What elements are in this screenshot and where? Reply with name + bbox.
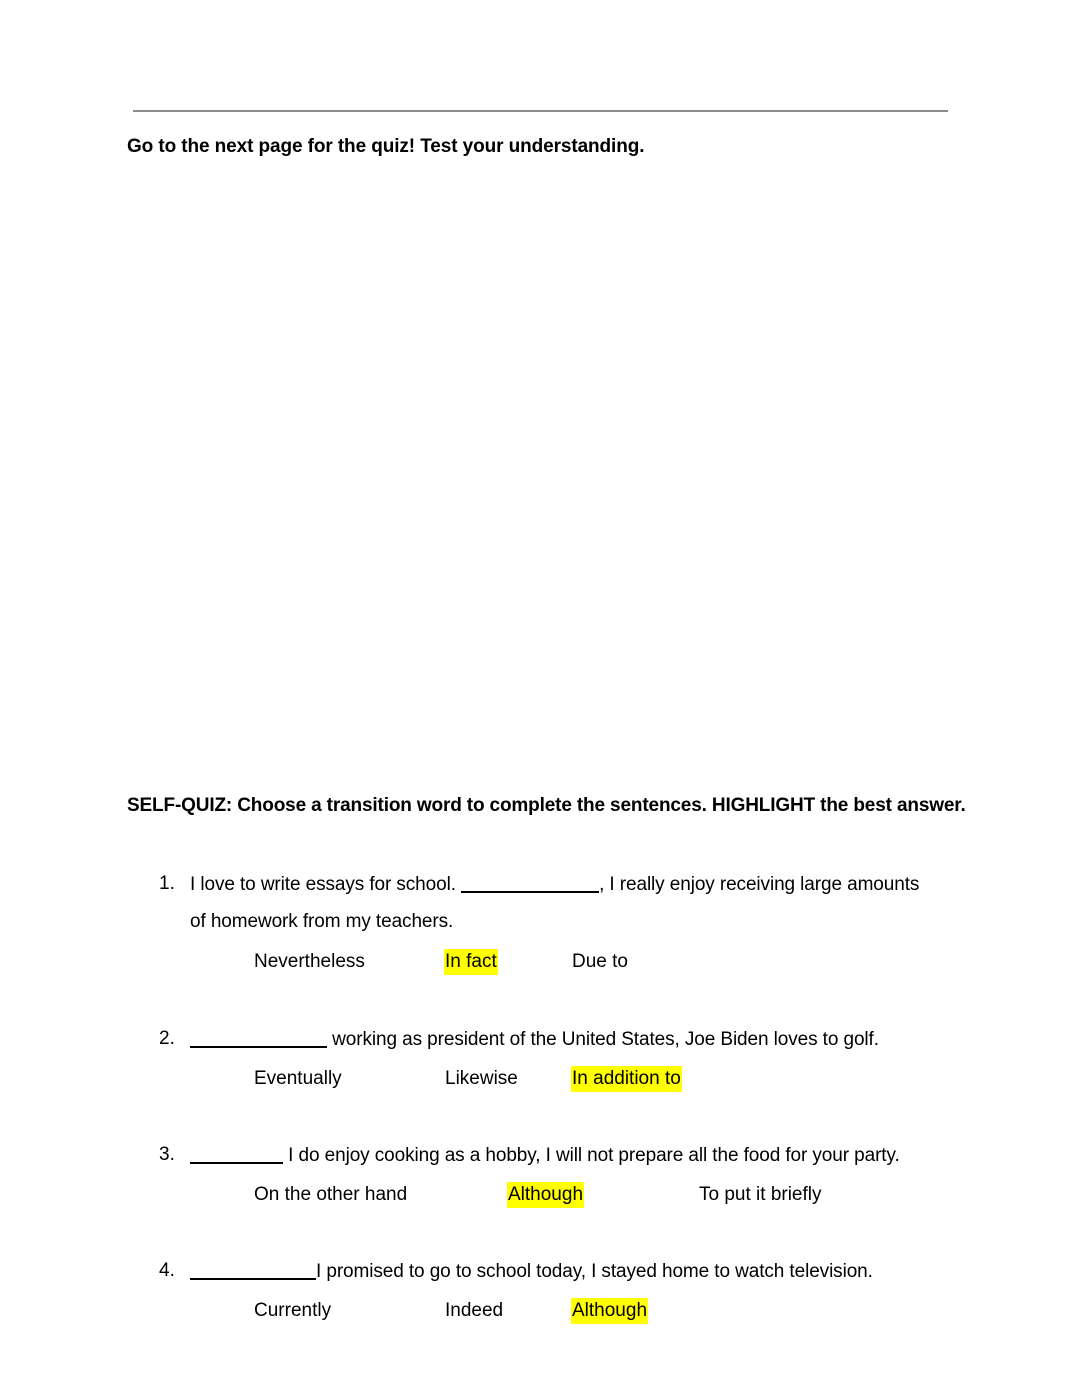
question-text-after: I promised to go to school today, I stayed home to watch television. [316,1261,873,1282]
question-number: 2. [159,1028,175,1049]
answer-blank[interactable] [190,1260,316,1280]
next-page-instruction: Go to the next page for the quiz! Test your understanding. [127,136,645,157]
answer-option-highlighted[interactable]: Although [571,1298,648,1324]
answer-option[interactable]: Indeed [445,1300,504,1321]
answer-option[interactable]: To put it briefly [699,1184,822,1205]
answer-blank[interactable] [190,1028,327,1048]
question-text-after: I do enjoy cooking as a hobby, I will not prepare all the food for your party. [283,1145,900,1166]
answer-option-highlighted[interactable]: In addition to [571,1066,682,1092]
question-text-after: working as president of the United States, Joe Biden loves to golf. [327,1029,879,1050]
answer-blank[interactable] [190,1144,283,1164]
question-text [190,1028,879,1051]
question-text [190,1144,900,1167]
answer-option[interactable]: Likewise [445,1068,518,1089]
answer-option[interactable]: Due to [572,951,628,972]
question-text-after: , I really enjoy receiving large amounts [599,874,920,895]
question-number: 1. [159,873,175,894]
question-number: 3. [159,1144,175,1165]
answer-option-highlighted[interactable]: Although [507,1182,584,1208]
quiz-heading: SELF-QUIZ: Choose a transition word to complete the sentences. HIGHLIGHT the best answer. [127,795,966,816]
answer-option[interactable]: On the other hand [254,1184,408,1205]
answer-option[interactable]: Eventually [254,1068,342,1089]
answer-blank[interactable] [461,873,599,893]
question-text [190,1260,873,1283]
answer-option[interactable]: Nevertheless [254,951,365,972]
horizontal-divider [133,110,948,112]
answer-option-highlighted[interactable]: In fact [444,949,498,975]
question-text-before: I love to write essays for school. [190,874,462,895]
answer-option[interactable]: Currently [254,1300,332,1321]
question-text [190,873,919,896]
question-number: 4. [159,1260,175,1281]
question-text-continuation: of homework from my teachers. [190,911,454,932]
